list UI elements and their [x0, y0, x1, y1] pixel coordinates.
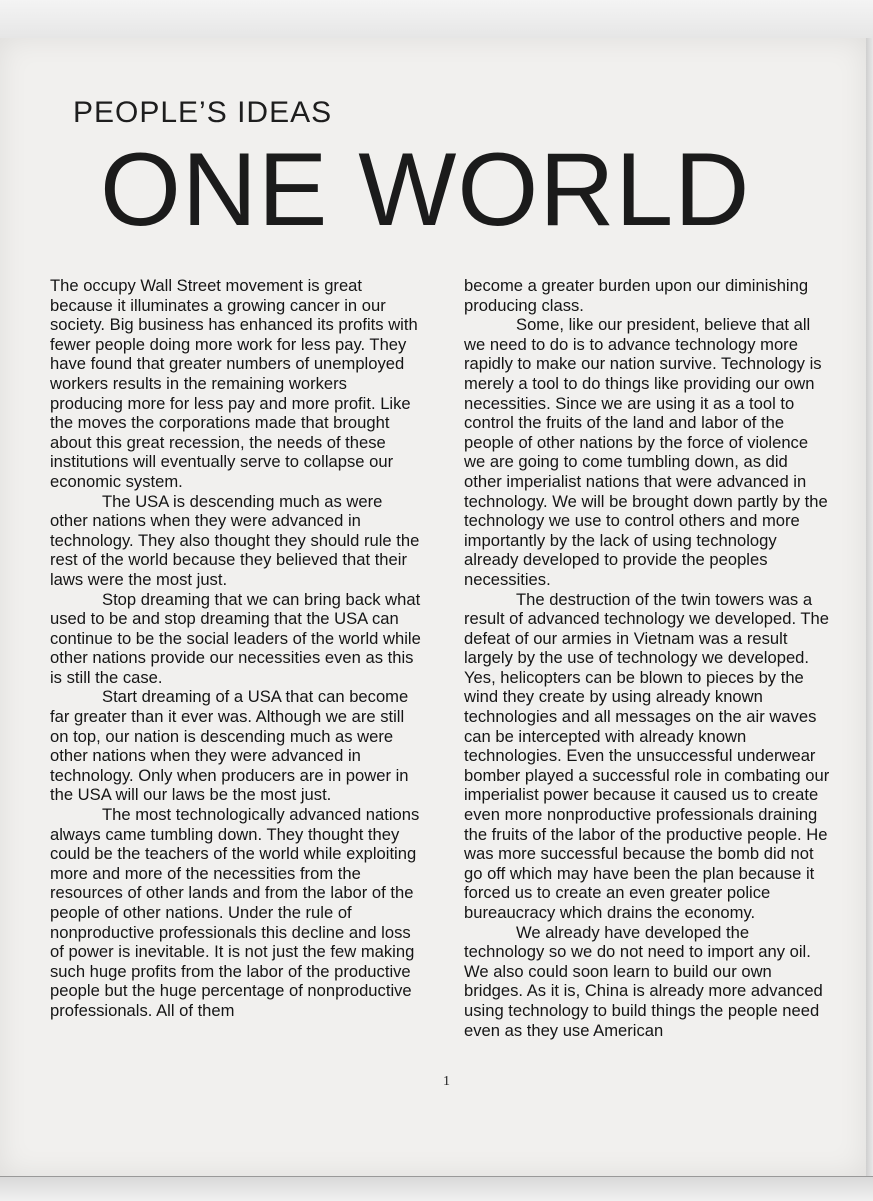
page-number: 1	[443, 1074, 450, 1089]
scanner-bottom-margin	[0, 1176, 873, 1201]
paragraph: Stop dreaming that we can bring back what used to be and stop dreaming that the USA can continue to be the social leaders of the world while other nations provide our necessities even as this is still the case.	[50, 589, 421, 687]
paragraph: Some, like our president, believe that all we need to do is to advance technology more rapidly to make our nation survive. Technology is merely a tool to do things like providing our own necessities. Since we are using it as a tool to control the fruits of the land and labor of the people of other nations by the force of violence we are going to come tumbling down, as did other imperialist nations that were advanced in technology. We will be brought down partly by the technology we use to control others and more importantly by the lack of using technology already developed to provide the peoples necessities.	[464, 315, 828, 589]
section-kicker: PEOPLE’S IDEAS	[73, 96, 333, 129]
article-column-left	[50, 276, 422, 1021]
paragraph: become a greater burden upon our diminishing producing class.	[464, 276, 809, 315]
paragraph: Start dreaming of a USA that can become far greater than it ever was. Although we are still on top, our nation is descending much as were other nations when they were advanced in technology. Only when producers are in power in the USA will our laws be the most just.	[50, 687, 409, 805]
page-title: ONE WORLD	[100, 132, 751, 248]
paragraph: The occupy Wall Street movement is great because it illuminates a growing cancer in our society. Big business has enhanced its profits with fewer people doing more work for less pay. They have found that greater numbers of unemployed workers results in the remaining workers producing more for less pay and more profit. Like the moves the corporations made that brought about this great recession, the needs of these institutions will eventually serve to collapse our economic system.	[50, 276, 418, 491]
paragraph: The destruction of the twin towers was a result of advanced technology we developed. The defeat of our armies in Vietnam was a result largely by the use of technology we developed. Yes, helicopters can be blown to pieces by the wind they create by using already known technologies and all messages on the air waves can be intercepted with already known technologies. Even the unsuccessful underwear bomber played a successful role in combating our imperialist power because it caused us to create even more nonproductive professionals draining the fruits of the labor of the productive people. He was more successful because the bomb did not go off which may have been the plan because it forced us to create an even greater police bureaucracy which drains the economy.	[464, 589, 830, 922]
page-right-edge	[866, 38, 873, 1176]
paragraph: We already have developed the technology so we do not need to import any oil. We also could soon learn to build our own bridges. As it is, China is already more advanced using technology to build things the people need even as they use American	[464, 922, 823, 1040]
paragraph: The most technologically advanced nations always came tumbling down. They thought they could be the teachers of the world while exploiting more and more of the necessities from the resources of other lands and from the labor of the people of other nations. Under the rule of nonproductive professionals this decline and loss of power is inevitable. It is not just the few making such huge profits from the labor of the productive people but the huge percentage of nonproductive professionals. All of them	[50, 805, 420, 1020]
paragraph: The USA is descending much as were other nations when they were advanced in technology. They also thought they should rule the rest of the world because they believed that their laws were the most just.	[50, 491, 420, 589]
article-column-right	[464, 276, 830, 1040]
scanner-top-margin	[0, 0, 873, 40]
